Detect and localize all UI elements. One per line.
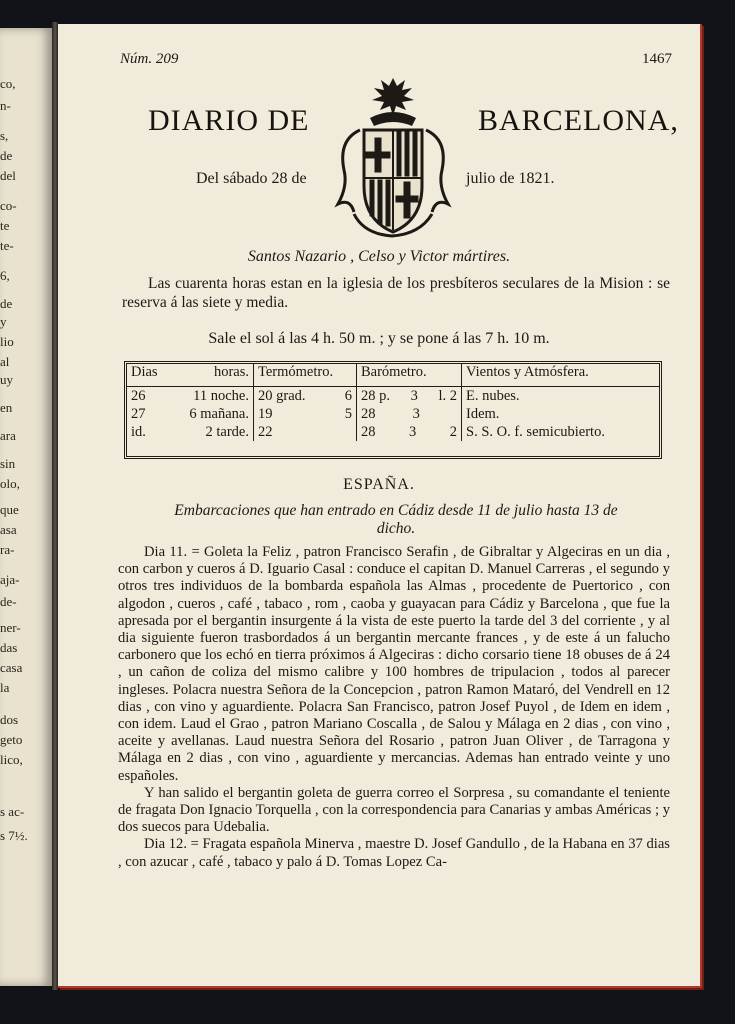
- article-paragraph: Dia 12. = Fragata española Minerva , maestre D. Josef Gandullo , de la Habana en 37 dias , con azucar , café , tabaco y palo á D. Tomas Lopez Ca-: [118, 836, 670, 870]
- left-page-text-fragment: 6,: [0, 268, 10, 283]
- left-page-text-fragment: das: [0, 640, 18, 655]
- article-paragraph: Y han salido el bergantin goleta de guerra correo el Sorpresa , su comandante el teniente de fragata Don Ignacio Torquella , con la correspondencia para Canarias y ambas Américas ; y dos suecos para Udebalia.: [118, 784, 670, 836]
- header-dias-horas: Dias horas.: [127, 364, 254, 387]
- left-page-text-fragment: y: [0, 314, 7, 329]
- article-paragraph: Dia 11. = Goleta la Feliz , patron Francisco Serafin , de Gibraltar y Algeciras en un dia , con carbon y cueros á D. Iguario Casal : conduce el capitan D. Manuel Carreras , el segundo y otros tres individuos de la bombarda española las Almas , procedente de Puertorico , con algodon , cueros , café , tabaco , rom , caoba y guayacan para Cádiz y Barcelona , que fue la apresada por el bergantin insurgente á la vista de este puerto la tarde del 3 del corriente , y al dia siguiente fueron trasbordados á un bergantin mercante frances , y de este á un falucho carbonero que los echó en tierra próximos á Algeciras : dicho corsario tiene 18 obuses de á 24 , un cañon de coliza del mismo calibre y 100 hombres de tripulacion , todos al parecer ingleses. Polacra nuestra Señora de la Concepcion , patron Ramon Mataró, del Vendrell en 12 dias , con vino y aguardiente. Polacra San Francisco, patron Josef Puyol , de Idem en idem , con idem. Laud el Grao , patron Mariano Coscalla , de Salou y Málaga en 2 dias , con vino , aceite y avellanas. Laud nuestra Señora del Rosario , patron Juan Oliver , de Tarragona y Málaga en 2 dias , con vino , aguardiente y mercancias. Ademas han entrado veinte y uno españoles.: [118, 544, 670, 784]
- left-page-text-fragment: del: [0, 168, 16, 183]
- left-page-text-fragment: te-: [0, 238, 14, 253]
- left-page-text-fragment: ra-: [0, 542, 15, 557]
- left-page-text-fragment: al: [0, 354, 10, 369]
- masthead-title-right: BARCELONA,: [478, 104, 679, 137]
- date-right: julio de 1821.: [466, 170, 555, 187]
- left-page-text-fragment: en: [0, 400, 13, 415]
- date-left: Del sábado 28 de: [196, 170, 307, 187]
- article-body: [118, 544, 670, 871]
- left-page-text-fragment: ara: [0, 428, 16, 443]
- weather-row: 26 11 noche. 20 grad. 6 28 p. 3 l. 2 E. nubes.: [127, 387, 659, 406]
- left-page-text-fragment: co-: [0, 198, 17, 213]
- left-page-text-fragment: lico,: [0, 752, 23, 767]
- left-page-text-fragment: aja-: [0, 572, 20, 587]
- saints-of-the-day: Santos Nazario , Celso y Victor mártires.: [247, 248, 511, 265]
- section-subheading: Embarcaciones que han entrado en Cádiz desde 11 de julio hasta 13 de dicho.: [174, 502, 618, 537]
- header-vientos: Vientos y Atmósfera.: [462, 364, 660, 387]
- previous-page-edge: [0, 28, 52, 986]
- weather-row: id. 2 tarde. 22 28 3 2 S. S. O. f. semicubierto.: [127, 423, 659, 441]
- left-page-text-fragment: te: [0, 218, 10, 233]
- masthead-title-left: DIARIO DE: [148, 104, 310, 137]
- left-page-text-fragment: de-: [0, 594, 17, 609]
- left-page-text-fragment: de: [0, 148, 13, 163]
- issue-number: Núm. 209: [120, 51, 179, 67]
- barcelona-coat-of-arms-icon: [330, 74, 456, 244]
- weather-row: 27 6 mañana. 19 5 28 3 Idem.: [127, 405, 659, 423]
- left-page-text-fragment: s,: [0, 128, 9, 143]
- left-page-text-fragment: de: [0, 296, 13, 311]
- newspaper-page: [58, 24, 702, 988]
- left-page-text-fragment: la: [0, 680, 10, 695]
- left-page-text-fragment: que: [0, 502, 19, 517]
- section-title: ESPAÑA.: [343, 476, 415, 493]
- left-page-text-fragment: geto: [0, 732, 23, 747]
- left-page-text-fragment: casa: [0, 660, 23, 675]
- left-page-text-fragment: uy: [0, 372, 13, 387]
- left-page-text-fragment: n-: [0, 98, 11, 113]
- left-page-text-fragment: s 7½.: [0, 828, 28, 843]
- left-page-text-fragment: dos: [0, 712, 19, 727]
- sunrise-sunset: Sale el sol á las 4 h. 50 m. ; y se pone á las 7 h. 10 m.: [208, 330, 550, 347]
- left-page-text-fragment: co,: [0, 76, 16, 91]
- page-number: 1467: [642, 51, 672, 67]
- left-page-text-fragment: s ac-: [0, 804, 25, 819]
- left-page-text-fragment: lio: [0, 334, 14, 349]
- weather-table: [124, 361, 662, 459]
- left-page-text-fragment: ner-: [0, 620, 21, 635]
- header-termometro: Termómetro.: [254, 364, 357, 387]
- left-page-text-fragment: olo,: [0, 476, 20, 491]
- forty-hours-notice: Las cuarenta horas estan en la iglesia de los presbíteros seculares de la Mision : se reserva á las siete y media.: [122, 275, 670, 311]
- left-page-text-fragment: asa: [0, 522, 17, 537]
- header-barometro: Barómetro.: [357, 364, 462, 387]
- left-page-text-fragment: sin: [0, 456, 16, 471]
